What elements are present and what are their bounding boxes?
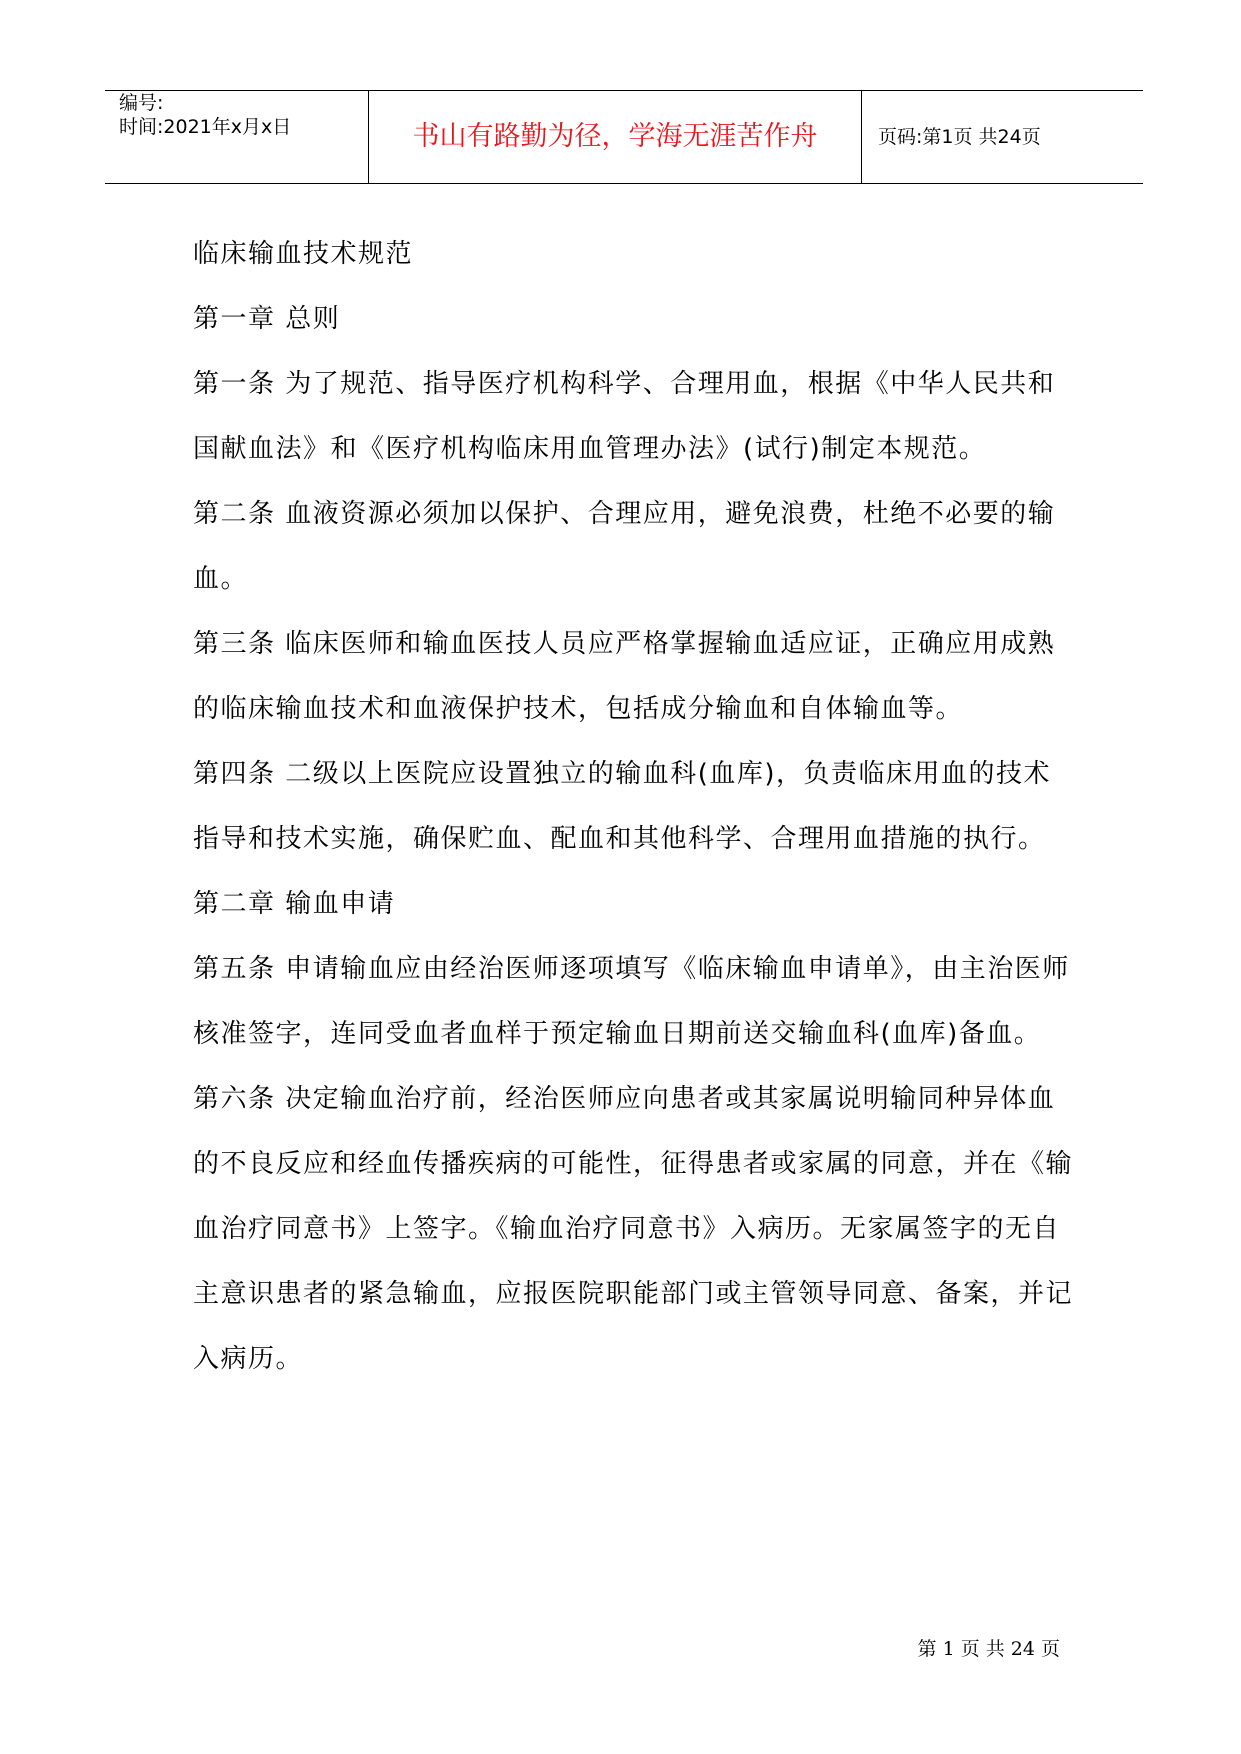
article-5: 第五条 申请输血应由经治医师逐项填写《临床输血申请单》，由主治医师核准签字，连同受血者血样于预定输血日期前送交输血科(血库)备血。 <box>193 954 1070 1049</box>
document-header <box>105 90 1143 184</box>
motto-text: 书山有路勤为径，学海无涯苦作舟 <box>412 121 818 152</box>
article-3: 第三条 临床医师和输血医技人员应严格掌握输血适应证，正确应用成熟的临床输血技术和血液保护技术，包括成分输血和自体输血等。 <box>193 629 1056 724</box>
chapter-2-heading: 第二章 输血申请 <box>193 889 396 919</box>
chapter-1-heading: 第一章 总则 <box>193 304 341 334</box>
article-6: 第六条 决定输血治疗前，经治医师应向患者或其家属说明输同种异体血的不良反应和经血传播疾病的可能性，征得患者或家属的同意，并在《输血治疗同意书》上签字。《输血治疗同意书》入病历。无家属签字的无自主意识患者的紧急输血，应报医院职能部门或主管领导同意、备案，并记入病历。 <box>193 1084 1074 1374</box>
article-1: 第一条 为了规范、指导医疗机构科学、合理用血，根据《中华人民共和国献血法》和《医疗机构临床用血管理办法》(试行)制定本规范。 <box>193 369 1056 464</box>
document-body <box>193 222 1073 1392</box>
article-2: 第二条 血液资源必须加以保护、合理应用，避免浪费，杜绝不必要的输血。 <box>193 499 1056 594</box>
header-motto-cell <box>369 91 862 183</box>
document-title: 临床输血技术规范 <box>193 239 414 269</box>
page-code-label: 页码:第1页 共24页 <box>878 126 1041 148</box>
serial-number-label: 编号: <box>119 92 164 114</box>
time-label: 时间:2021年x月x日 <box>119 116 292 138</box>
header-meta-cell <box>105 91 369 183</box>
page-footer-number: 第 1 页 共 24 页 <box>917 1638 1060 1660</box>
article-4: 第四条 二级以上医院应设置独立的输血科(血库)，负责临床用血的技术指导和技术实施，确保贮血、配血和其他科学、合理用血措施的执行。 <box>193 759 1052 854</box>
header-page-cell <box>862 91 1143 183</box>
